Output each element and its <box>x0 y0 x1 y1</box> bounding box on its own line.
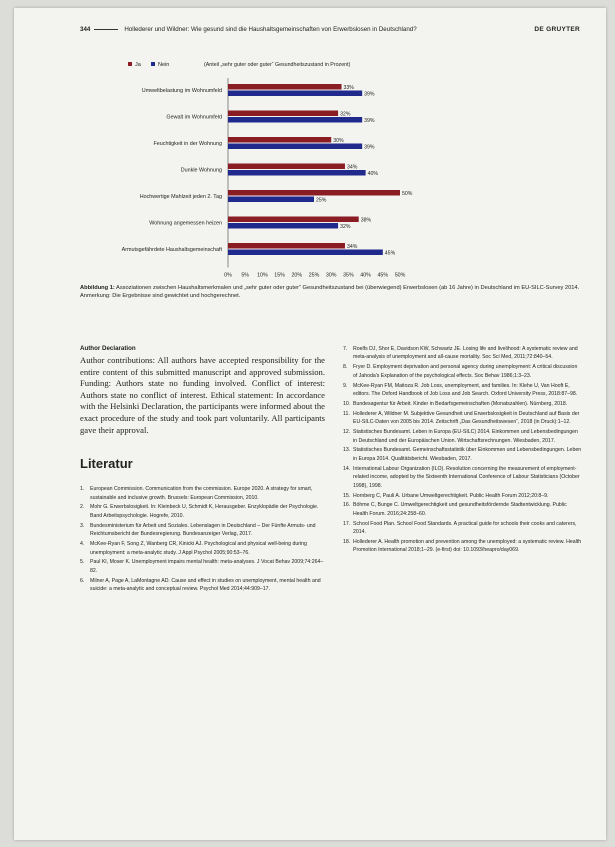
declaration-text: Author contributions: All authors have accepted responsibility for the entire content of this submitted manuscript and approved submission. Funding: Authors state no funding involved. Conflict of interest: Authors state no conflict of interest. Ethical statement: In accordance with the Helsinki Declaration, the participants were informed about the exact procedure of the study and took part voluntarily. All participants gave their approval. <box>80 355 325 435</box>
legend-label: Nein <box>158 62 170 68</box>
reference-text: Bundesagentur für Arbeit. Kinder in Bedarfsgemeinschaften (Monatszahlen). Nürnberg, 2018. <box>353 400 568 407</box>
reference-number: 16. <box>343 502 351 509</box>
x-tick-label: 50% <box>394 272 406 279</box>
reference-item <box>80 540 325 557</box>
reference-item <box>343 382 583 399</box>
category-label: Gewalt im Wohnumfeld <box>166 114 222 121</box>
reference-item <box>343 345 583 362</box>
bar-nein <box>228 223 338 229</box>
x-tick-label: 45% <box>377 272 389 279</box>
reference-item <box>343 492 583 500</box>
reference-item <box>343 428 583 445</box>
category-label: Feuchtigkeit in der Wohnung <box>153 141 222 147</box>
reference-number: 18. <box>343 539 351 546</box>
legend-swatch <box>128 62 132 66</box>
reference-text: Roelfs DJ, Shor E, Davidson KW, Schwartz JE. Losing life and livelihood: A systematic review and meta-analysis of unemployment and all-cause mortality. Soc Sci Med, 2011;72:840–54. <box>353 346 578 361</box>
bar-ja <box>228 217 359 223</box>
category-label: Hochwertige Mahlzeit jeden 2. Tag <box>139 194 222 200</box>
reference-text: Bundesministerium für Arbeit und Soziales. Lebenslagen in Deutschland – Der Fünfte Armuts- und Reichtumsbericht der Bundesregierung. Bundesanzeiger Verlag, 2017. <box>90 522 316 538</box>
category-label: Umweltbelastung im Wohnumfeld <box>141 88 222 94</box>
reference-number: 3. <box>80 522 85 529</box>
bar-nein <box>228 197 314 203</box>
reference-number: 14. <box>343 465 351 472</box>
reference-text: Hollederer A, Wildner M. Subjektive Gesundheit und Erwerbslosigkeit in Deutschland auf Basis der EU-SILC-Daten von 2005 bis 2014. Zeitschrift „Das Gesundheitswesen“, 2018 (in Druck):1–12. <box>353 410 580 426</box>
literatur-heading: Literatur <box>80 456 133 472</box>
data-label: 25% <box>316 197 327 204</box>
x-tick-label: 0% <box>224 272 232 279</box>
reference-item <box>343 363 583 380</box>
figure-caption <box>80 284 580 300</box>
reference-number: 11. <box>343 410 350 417</box>
reference-text: Milner A, Page A, LaMontagne AD. Cause and effect in studies on unemployment, mental health and suicide: a meta-analytic and conceptual review. Psychol Med 2014;44:909–17. <box>90 577 321 593</box>
reference-text: Mohr G. Erwerbslosigkeit. In: Kleinbeck U, Schmidt K, Herausgeber. Enzyklopädie der Psychologie. Band Arbeitspsychologie. Hogrefe, 2010. <box>90 504 319 519</box>
reference-text: Statistisches Bundesamt. Leben in Europa (EU-SILC) 2014. Einkommen und Lebensbedingungen in Deutschland und der Europäischen Union. Wirtschaftsrechnungen. Wiesbaden, 2017. <box>353 429 578 444</box>
reference-text: European Commission. Communication from the commission. Europe 2020. A strategy for smart, sustainable and inclusive growth. Brussels: European Commission, 2010. <box>90 486 313 501</box>
data-label: 45% <box>384 250 396 257</box>
reference-item <box>343 446 583 463</box>
reference-item <box>80 503 325 520</box>
reference-text: International Labour Organization (ILO). Resolution concerning the measurement of employment-related income, adopted by the Sixteenth International Conference of Labour Statisticians (October 1998), 1998. <box>353 465 580 489</box>
bar-nein <box>228 250 383 256</box>
reference-number: 13. <box>343 447 351 454</box>
x-tick-label: 40% <box>360 272 371 279</box>
x-tick-label: 25% <box>308 272 320 279</box>
data-label: 32% <box>340 224 351 230</box>
publisher-logo: DE GRUYTER <box>534 26 580 33</box>
reference-text: Hornberg C, Pauli A. Urbane Umweltgerechtigkeit. Public Health Forum 2012;20:8–9. <box>353 492 549 499</box>
bar-nein <box>228 144 362 150</box>
bar-ja <box>228 137 331 143</box>
reference-number: 7. <box>343 346 348 352</box>
category-label: Dunkle Wohnung <box>180 167 222 174</box>
reference-number: 12. <box>343 429 351 436</box>
reference-item <box>343 410 583 427</box>
reference-number: 8. <box>343 364 348 371</box>
reference-item <box>343 465 583 490</box>
data-label: 38% <box>360 217 372 224</box>
reference-number: 1. <box>80 486 85 493</box>
data-label: 39% <box>364 118 375 124</box>
left-column <box>80 345 325 595</box>
reference-number: 10. <box>343 400 351 407</box>
x-tick-label: 30% <box>325 272 337 279</box>
reference-text: McKee-Ryan F, Song Z, Wanberg CR, Kinicki AJ. Psychological and physical well-being during unemployment: a meta-analytic study. J Appl Psychol 2005;90:53–76. <box>90 541 307 556</box>
reference-item <box>343 501 583 518</box>
legend-label: Ja <box>135 62 141 68</box>
x-tick-label: 35% <box>343 272 354 279</box>
reference-text: Fryer D. Employment deprivation and personal agency during unemployment: A critical discussion of Jahoda's Explanation of the psychological effects. Soc Behav 1986;1:3–23. <box>353 364 578 379</box>
reference-number: 9. <box>343 382 348 389</box>
x-tick-label: 10% <box>257 272 268 279</box>
bar-ja <box>228 111 338 117</box>
category-label: Armutsgefährdete Haushaltsgemeinschaft <box>121 247 222 253</box>
reference-number: 5. <box>80 559 85 566</box>
reference-number: 6. <box>80 577 85 584</box>
reference-text: Paul KI, Moser K. Unemployment impairs mental health: meta-analyses. J Vocat Behav 2009;74:264–82. <box>90 559 324 574</box>
reference-text: Statistisches Bundesamt. Gemeinschaftsstatistik über Einkommen und Lebensbedingungen. Leben in Europa 2014. Qualitätsbericht. Wiesbaden, 2017. <box>353 447 582 462</box>
data-label: 40% <box>367 171 378 177</box>
reference-item <box>80 522 325 539</box>
bar-ja <box>228 190 400 196</box>
reference-item <box>80 485 325 502</box>
legend-swatch <box>151 62 155 66</box>
reference-text: School Food Plan. School Food Standards. A practical guide for schools their cooks and caterers, 2014. <box>353 520 577 536</box>
chart-subtitle: (Anteil „sehr guter oder guter“ Gesundheitszustand in Prozent) <box>204 62 351 68</box>
caption-note: Anmerkung: Die Ergebnisse sind gewichtet und hochgerechnet. <box>80 293 241 299</box>
x-tick-label: 5% <box>241 272 250 279</box>
data-label: 34% <box>346 164 358 171</box>
reference-item <box>80 558 325 575</box>
reference-number: 4. <box>80 541 85 548</box>
data-label: 33% <box>343 85 354 91</box>
bar-ja <box>228 84 342 90</box>
data-label: 30% <box>333 138 344 144</box>
reference-number: 15. <box>343 492 351 499</box>
data-label: 50% <box>402 191 413 197</box>
bar-ja <box>228 164 345 170</box>
x-tick-label: 20% <box>291 272 303 279</box>
bar-nein <box>228 117 362 123</box>
bar-ja <box>228 243 345 249</box>
reference-text: McKee-Ryan FM, Maitoza R. Job Loss, unemployment, and families. In: Klehe U, Van Hooft E, editors. The Oxford Handbook of Job Loss and Job Search. Oxford University Press, 2018:87–98. <box>353 382 578 398</box>
caption-label: Abbildung 1: <box>80 285 115 291</box>
data-label: 34% <box>346 244 358 250</box>
bar-nein <box>228 170 366 176</box>
reference-item <box>80 577 325 594</box>
right-column <box>343 345 583 556</box>
declaration-heading: Author Declaration <box>80 345 136 352</box>
reference-list-left <box>80 485 325 593</box>
page-number: 344 <box>80 26 91 33</box>
reference-number: 17. <box>343 520 351 527</box>
data-label: 39% <box>364 91 375 98</box>
category-label: Wohnung angemessen heizen <box>149 220 222 227</box>
reference-item <box>343 538 583 555</box>
reference-item <box>343 520 583 537</box>
reference-number: 2. <box>80 504 85 511</box>
caption-text: Assoziationen zwischen Haushaltsmerkmalen und „sehr guter oder guter“ Gesundheitszustand bei (überwiegend) Erwerbslosen (ab 16 Jahre) in Deutschland im EU-SILC-Survey 2014. <box>116 285 580 291</box>
data-label: 32% <box>340 111 351 118</box>
bar-nein <box>228 91 362 97</box>
data-label: 39% <box>364 144 375 151</box>
reference-item <box>343 400 583 408</box>
running-title: Hollederer und Wildner: Wie gesund sind die Haushaltsgemeinschaften von Erwerbslosen in Deutschland? <box>124 26 417 33</box>
reference-text: Böhme C, Bunge C. Umweltgerechtigkeit und gesundheitsfördernde Stadtentwicklung. Public Health Forum. 2016;24:258–60. <box>353 502 567 517</box>
reference-text: Hollederer A. Health promotion and prevention among the unemployed: a systematic review. Health Promotion International 2018;1–29. (e-first) doi: 10.1093/heapro/day069. <box>353 539 582 554</box>
x-tick-label: 15% <box>274 272 285 279</box>
reference-list-right <box>343 345 583 555</box>
